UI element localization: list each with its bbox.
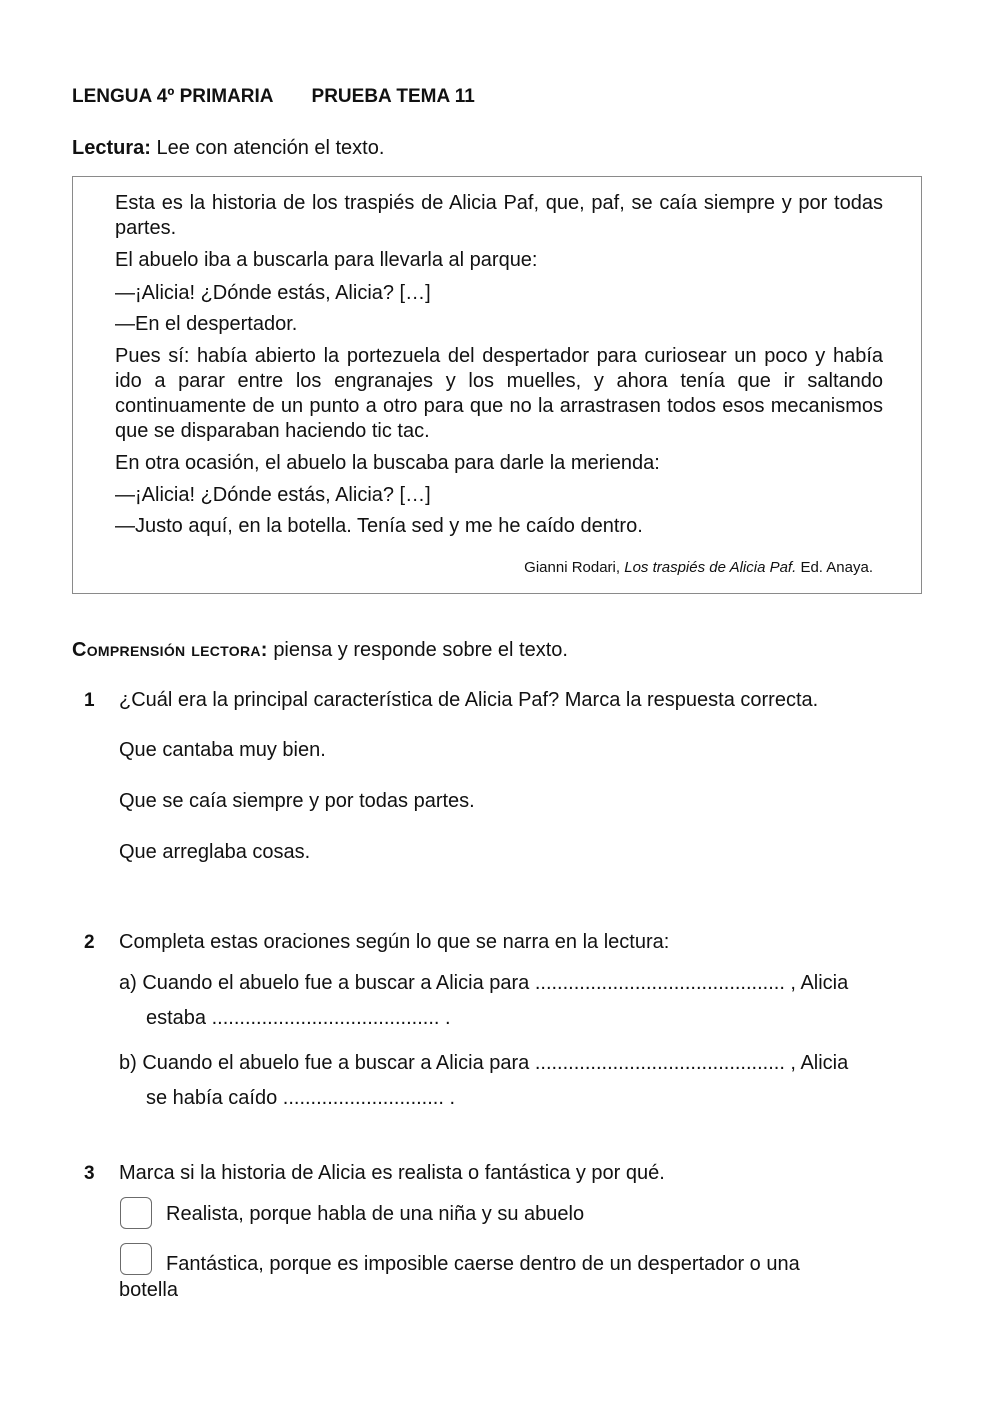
question-2b-line2[interactable]: se había caído ............................. .	[146, 1087, 456, 1109]
comprehension-label: Comprensión lectora:	[72, 639, 268, 661]
passage-dialogue: —¡Alicia! ¿Dónde estás, Alicia? […]	[115, 484, 431, 506]
passage-dialogue: —¡Alicia! ¿Dónde estás, Alicia? […]	[115, 282, 431, 304]
question-2-text: Completa estas oraciones según lo que se narra en la lectura:	[119, 931, 670, 953]
question-2a-line2[interactable]: estaba ......................................... .	[146, 1007, 451, 1029]
fantastica-checkbox[interactable]	[120, 1243, 152, 1275]
realista-checkbox[interactable]	[120, 1197, 152, 1229]
reading-instruction	[72, 137, 384, 160]
citation-publisher: Ed. Anaya.	[800, 559, 873, 576]
citation	[524, 559, 873, 576]
question-number-1: 1	[84, 690, 95, 711]
subject-title: LENGUA 4º PRIMARIA	[72, 86, 274, 107]
question-number-3: 3	[84, 1163, 95, 1184]
reading-instruction-text: Lee con atención el texto.	[156, 137, 385, 159]
passage-paragraph: Pues sí: había abierto la portezuela del despertador para curiosear un poco y había ido a parar entre los engranajes y los muelles, y ahora tenía que ir saltando continuamente de un punto a otro para que no la arrastrasen todos esos mecanismos que se disparaban haciendo tic tac.	[115, 345, 883, 442]
question-3-option-fantastica-line1: Fantástica, porque es imposible caerse dentro de un despertador o una	[166, 1253, 800, 1275]
question-1-option[interactable]: Que se caía siempre y por todas partes.	[119, 790, 475, 812]
comprehension-heading	[72, 639, 568, 662]
reading-label: Lectura:	[72, 137, 151, 159]
worksheet-header	[72, 86, 475, 108]
question-3-text: Marca si la historia de Alicia es realista o fantástica y por qué.	[119, 1162, 665, 1184]
comprehension-instruction: piensa y responde sobre el texto.	[273, 639, 568, 661]
question-number-2: 2	[84, 932, 95, 953]
question-1-text: ¿Cuál era la principal característica de Alicia Paf? Marca la respuesta correcta.	[119, 689, 819, 711]
question-3-option-realista: Realista, porque habla de una niña y su abuelo	[166, 1203, 585, 1225]
question-2a-line1[interactable]: a) Cuando el abuelo fue a buscar a Alicia para ............................................. , Alicia	[119, 972, 849, 994]
passage-paragraph: En otra ocasión, el abuelo la buscaba para darle la merienda:	[115, 452, 660, 474]
citation-title: Los traspiés de Alicia Paf.	[624, 559, 797, 576]
question-3-option-fantastica-line2: botella	[119, 1279, 178, 1301]
question-2b-line1[interactable]: b) Cuando el abuelo fue a buscar a Alicia para ............................................. , Alicia	[119, 1052, 849, 1074]
passage-paragraph: Esta es la historia de los traspiés de Alicia Paf, que, paf, se caía siempre y por todas partes.	[115, 192, 883, 239]
test-title: PRUEBA TEMA 11	[311, 86, 475, 107]
passage-dialogue: —Justo aquí, en la botella. Tenía sed y me he caído dentro.	[115, 515, 643, 537]
passage-dialogue: —En el despertador.	[115, 313, 298, 335]
question-1-option[interactable]: Que arreglaba cosas.	[119, 841, 311, 863]
question-1-option[interactable]: Que cantaba muy bien.	[119, 739, 326, 761]
passage-paragraph: El abuelo iba a buscarla para llevarla al parque:	[115, 249, 538, 271]
reading-passage-box	[72, 176, 922, 594]
citation-author: Gianni Rodari,	[524, 559, 621, 576]
